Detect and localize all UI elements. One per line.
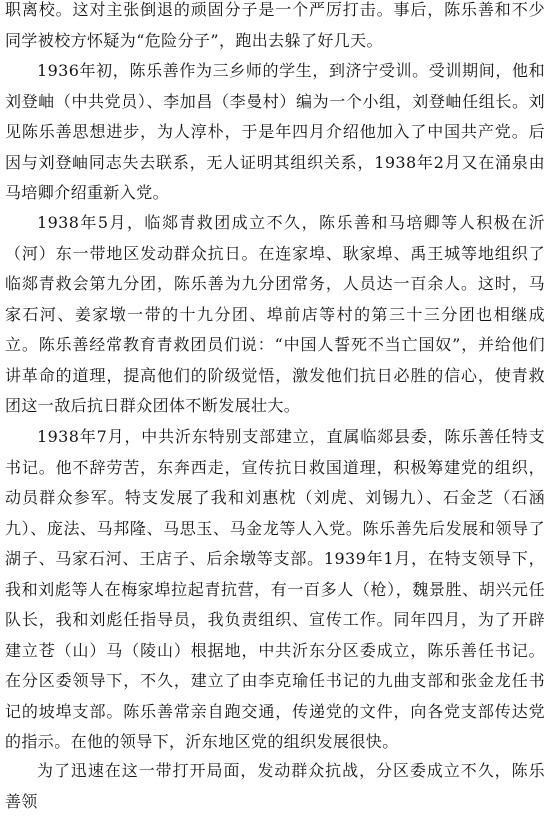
- paragraph-5: 为了迅速在这一带打开局面，发动群众抗战，分区委成立不久，陈乐善领: [5, 761, 545, 811]
- paragraph-2: 1936年初，陈乐善作为三乡师的学生，到济宁受训。受训期间，他和刘登岫（中共党员）、李加昌（李曼村）编为一个小组，刘登岫任组长。刘见陈乐善思想进步，为人淳朴，于是年四月介绍他加入了中国共产党。后因与刘登岫同志失去联系，无人证明其组织关系，1938年2月又在涌泉由马培卿介绍重新入党。: [5, 61, 545, 202]
- paragraph-4: 1938年7月，中共沂东特别支部建立，直属临郯县委，陈乐善任特支书记。他不辞劳苦，东奔西走，宣传抗日救国道理，积极筹建党的组织，动员群众参军。特支发展了我和刘惠枕（刘虎、刘锡九）、石金芝（石涵九）、庞法、马邦隆、马思玉、马金龙等人入党。陈乐善先后发展和领导了湖子、马家石河、王店子、后余墩等支部。1939年1月，在特支领导下，我和刘彪等人在梅家埠拉起青抗营，有一百多人（枪），魏景胜、胡兴元任队长，我和刘彪任指导员，我负责组织、宣传工作。同年四月，为了开辟建立苍（山）马（陵山）根据地，中共沂东分区委成立，陈乐善任书记。在分区委领导下，不久，建立了由李克瑜任书记的九曲支部和张金龙任书记的坡埠支部。陈乐善常亲自跑交通，传递党的文件，向各党支部传达党的指示。在他的领导下，沂东地区党的组织发展很快。: [5, 427, 545, 751]
- paragraph-1: 职离校。这对主张倒退的顽固分子是一个严厉打击。事后，陈乐善和不少同学被校方怀疑为“危险分子”，跑出去躲了好几天。: [5, 0, 545, 50]
- paragraph-3: 1938年5月，临郯青救团成立不久，陈乐善和马培卿等人积极在沂（河）东一带地区发动群众抗日。在连家埠、耿家埠、禹王城等地组织了临郯青救会第九分团，陈乐善为九分团常务，人员达一百余人。这时，马家石河、姜家墩一带的十九分团、埠前店等村的第三十三分团也相继成立。陈乐善经常教育青救团员们说：“中国人誓死不当亡国奴”，并给他们讲革命的道理，提高他们的阶级觉悟，激发他们抗日必胜的信心，使青救团这一敌后抗日群众团体不断发展壮大。: [5, 213, 545, 415]
